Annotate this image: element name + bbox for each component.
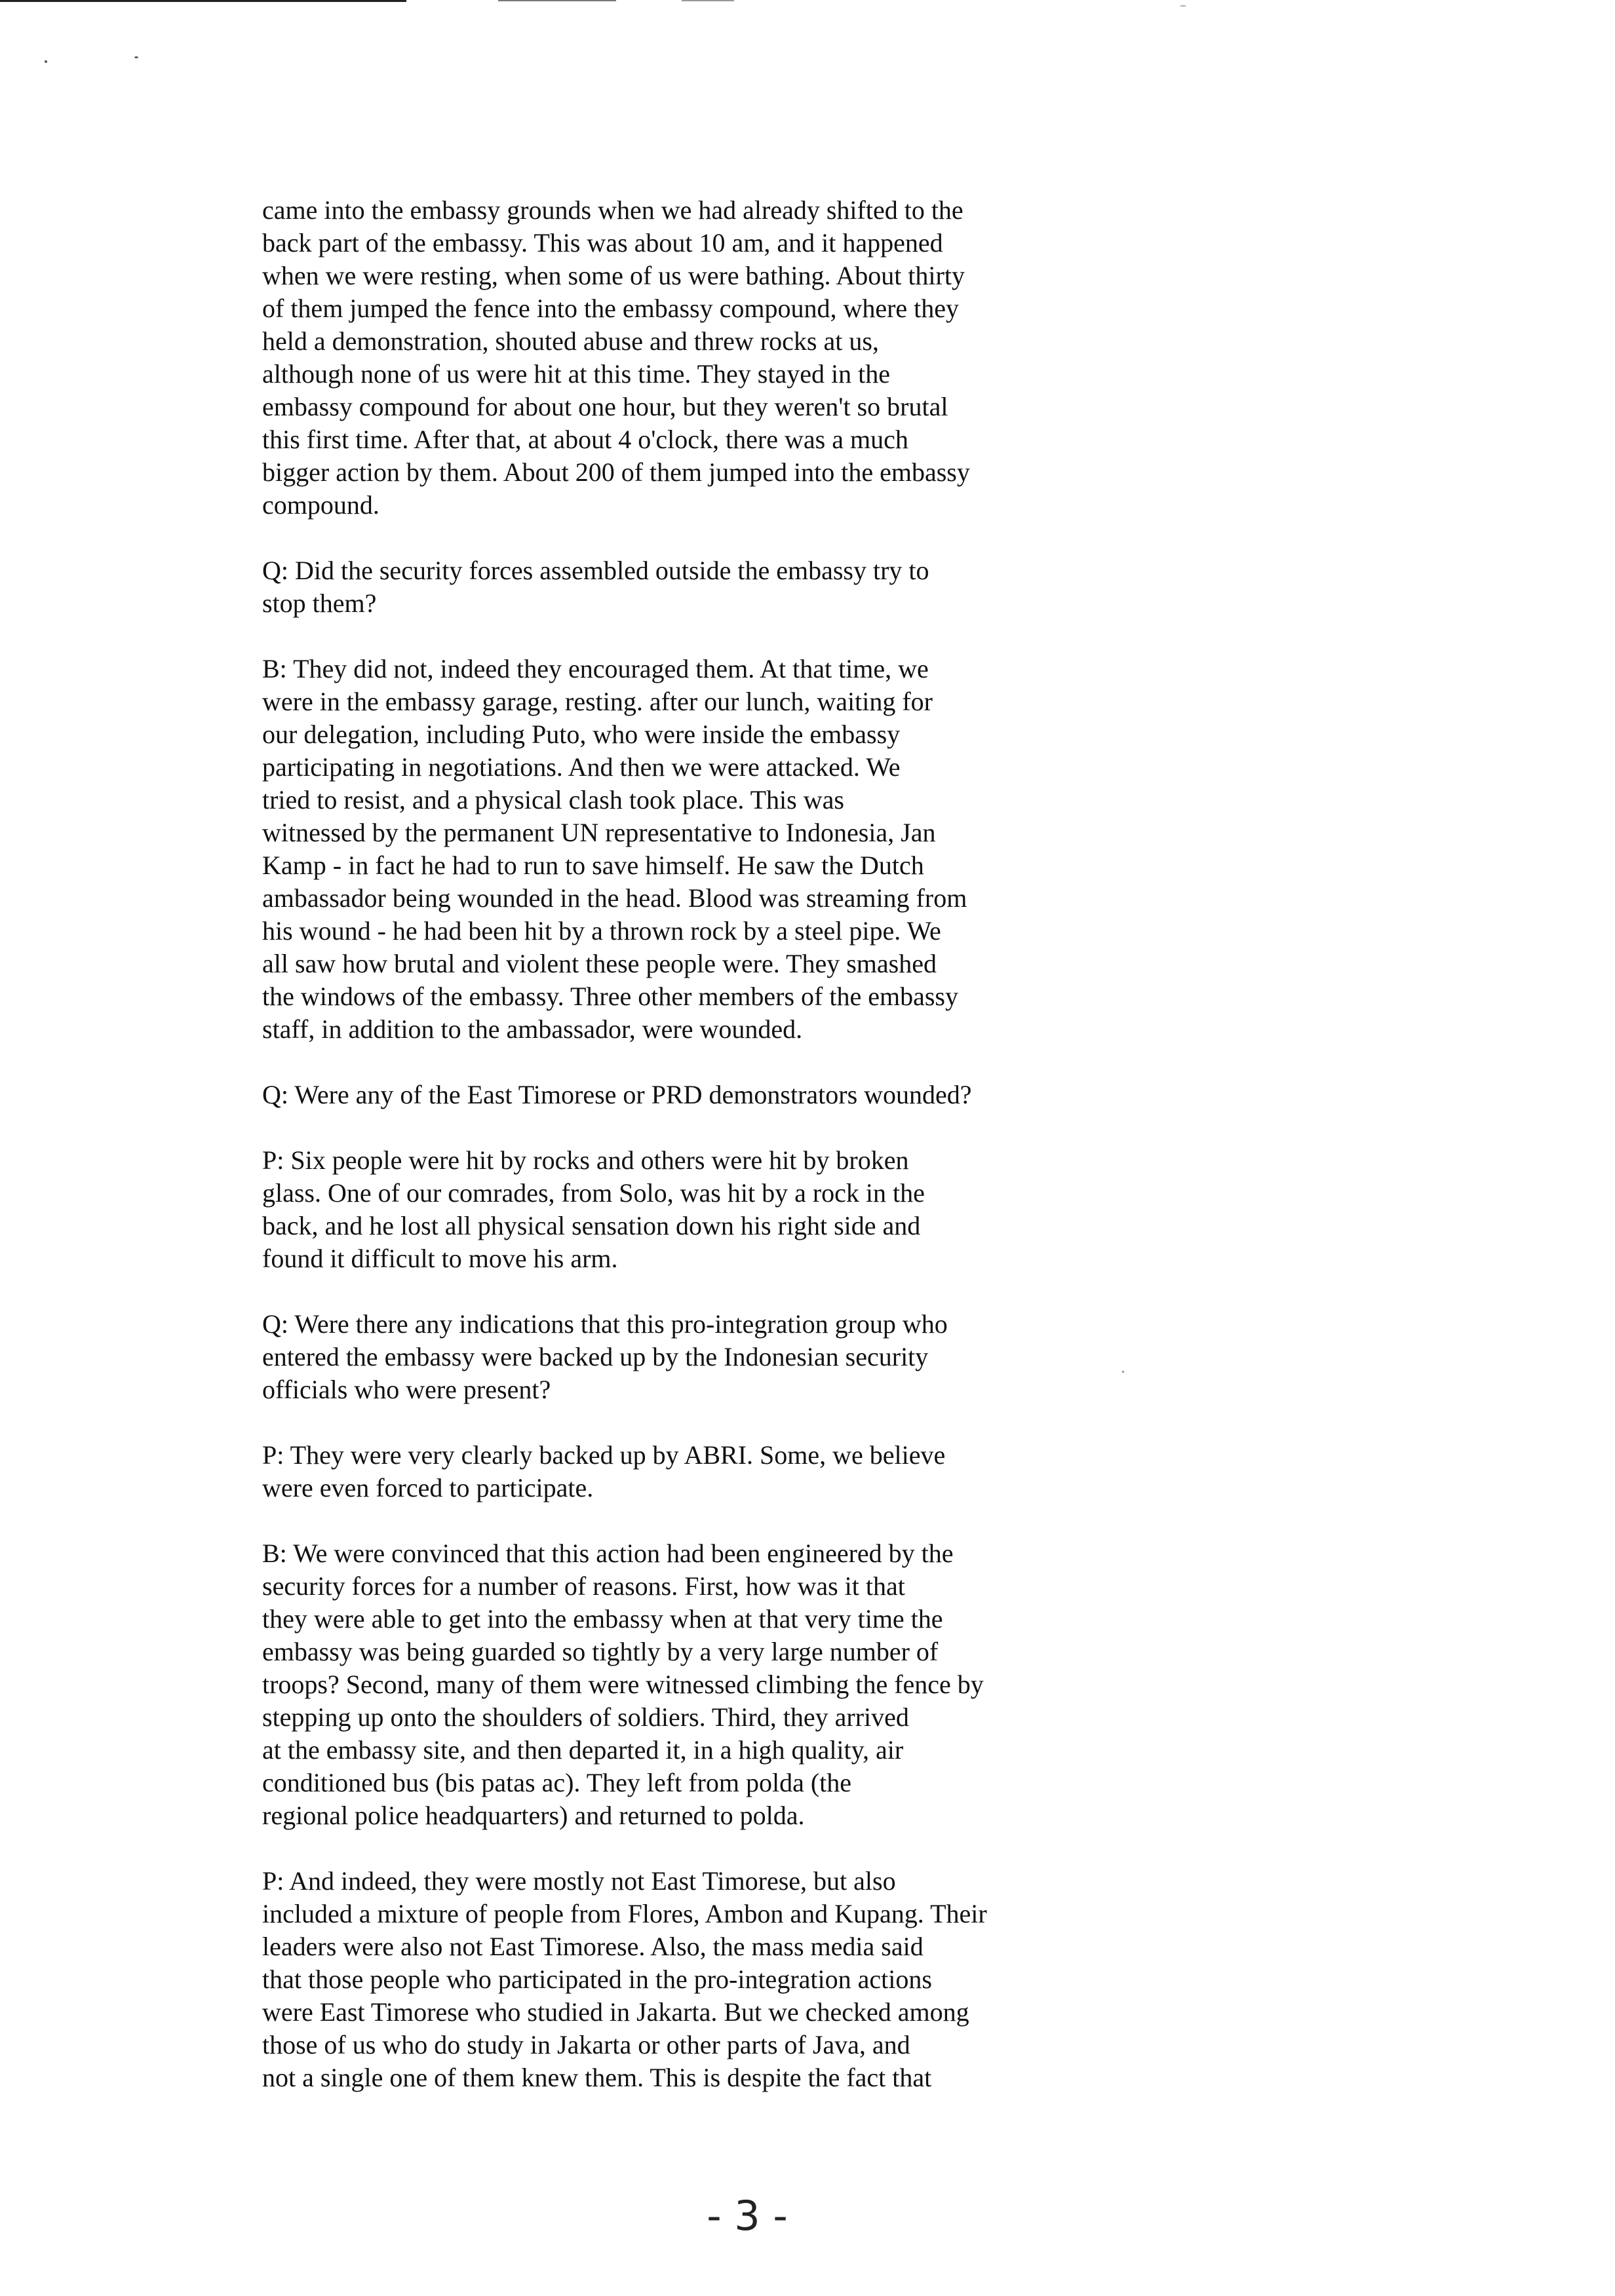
text-line: embassy was being guarded so tightly by a very large number of: [262, 1637, 939, 1666]
text-line: not a single one of them knew them. This is despite the fact that: [262, 2063, 932, 2092]
text-line: embassy compound for about one hour, but they weren't so brutal: [262, 392, 948, 421]
text-line: Q: Were any of the East Timorese or PRD demonstrators wounded?: [262, 1080, 972, 1109]
text-line: B: They did not, indeed they encouraged them. At that time, we: [262, 654, 929, 683]
text-line: found it difficult to move his arm.: [262, 1244, 618, 1273]
text-line: the windows of the embassy. Three other members of the embassy: [262, 982, 958, 1011]
text-line: included a mixture of people from Flores, Ambon and Kupang. Their: [262, 1899, 987, 1928]
text-line: our delegation, including Puto, who were inside the embassy: [262, 719, 901, 749]
answer-paragraph: [262, 1865, 1416, 2094]
text-line: regional police headquarters) and returned to polda.: [262, 1801, 805, 1830]
text-line: ambassador being wounded in the head. Blood was streaming from: [262, 883, 967, 913]
text-line: that those people who participated in the pro-integration actions: [262, 1964, 932, 1994]
text-line: staff, in addition to the ambassador, were wounded.: [262, 1014, 803, 1044]
text-line: glass. One of our comrades, from Solo, was hit by a rock in the: [262, 1178, 925, 1208]
text-line: conditioned bus (bis patas ac). They left from polda (the: [262, 1768, 852, 1797]
text-line: compound.: [262, 490, 379, 520]
text-line: Kamp - in fact he had to run to save himself. He saw the Dutch: [262, 851, 924, 880]
answer-paragraph: [262, 1537, 1416, 1832]
paragraph: [262, 194, 1416, 522]
text-line: when we were resting, when some of us were bathing. About thirty: [262, 261, 965, 290]
scan-edge-line: [0, 0, 406, 2]
scan-edge-line: [682, 0, 734, 1]
text-line: troops? Second, many of them were witnessed climbing the fence by: [262, 1670, 984, 1699]
answer-paragraph: [262, 1439, 1416, 1504]
text-line: security forces for a number of reasons. First, how was it that: [262, 1571, 905, 1601]
text-line: Q: Did the security forces assembled outside the embassy try to: [262, 556, 929, 585]
text-line: were in the embassy garage, resting. after our lunch, waiting for: [262, 687, 933, 716]
text-line: P: They were very clearly backed up by ABRI. Some, we believe: [262, 1440, 946, 1470]
text-line: tried to resist, and a physical clash took place. This was: [262, 785, 844, 814]
question-paragraph: [262, 1079, 1416, 1111]
text-line: held a demonstration, shouted abuse and threw rocks at us,: [262, 326, 879, 356]
document-body: [262, 194, 1416, 2127]
answer-paragraph: [262, 1144, 1416, 1275]
text-line: witnessed by the permanent UN representative to Indonesia, Jan: [262, 818, 936, 847]
scan-edge-line: [498, 0, 616, 1]
text-line: at the embassy site, and then departed it, in a high quality, air: [262, 1735, 904, 1765]
text-line: stop them?: [262, 588, 377, 618]
text-line: all saw how brutal and violent these people were. They smashed: [262, 949, 937, 978]
text-line: P: And indeed, they were mostly not East Timorese, but also: [262, 1866, 896, 1896]
text-line: his wound - he had been hit by a thrown rock by a steel pipe. We: [262, 916, 941, 946]
answer-paragraph: [262, 653, 1416, 1046]
text-line: participating in negotiations. And then we were attacked. We: [262, 752, 901, 782]
text-line: came into the embassy grounds when we had already shifted to the: [262, 195, 963, 225]
text-line: P: Six people were hit by rocks and others were hit by broken: [262, 1145, 909, 1175]
text-line: although none of us were hit at this time. They stayed in the: [262, 359, 890, 389]
text-line: B: We were convinced that this action had been engineered by the: [262, 1539, 954, 1568]
scan-speck: [134, 56, 138, 58]
question-paragraph: [262, 1308, 1416, 1406]
text-line: of them jumped the fence into the embassy compound, where they: [262, 294, 960, 323]
text-line: back, and he lost all physical sensation down his right side and: [262, 1211, 921, 1240]
text-line: were even forced to participate.: [262, 1473, 594, 1502]
text-line: leaders were also not East Timorese. Also, the mass media said: [262, 1932, 924, 1961]
text-line: were East Timorese who studied in Jakarta. But we checked among: [262, 1997, 969, 2027]
text-line: back part of the embassy. This was about 10 am, and it happened: [262, 228, 943, 258]
text-line: entered the embassy were backed up by the Indonesian security: [262, 1342, 929, 1371]
text-line: bigger action by them. About 200 of them jumped into the embassy: [262, 457, 970, 487]
page-number: - 3 -: [707, 2192, 788, 2240]
question-paragraph: [262, 554, 1416, 620]
text-line: those of us who do study in Jakarta or other parts of Java, and: [262, 2030, 910, 2059]
scan-speck: [45, 60, 47, 63]
scan-speck: [1180, 5, 1186, 7]
text-line: officials who were present?: [262, 1375, 551, 1404]
text-line: this first time. After that, at about 4 o'clock, there was a much: [262, 425, 908, 454]
text-line: stepping up onto the shoulders of soldiers. Third, they arrived: [262, 1702, 909, 1732]
text-line: they were able to get into the embassy when at that very time the: [262, 1604, 943, 1634]
text-line: Q: Were there any indications that this pro-integration group who: [262, 1309, 948, 1339]
